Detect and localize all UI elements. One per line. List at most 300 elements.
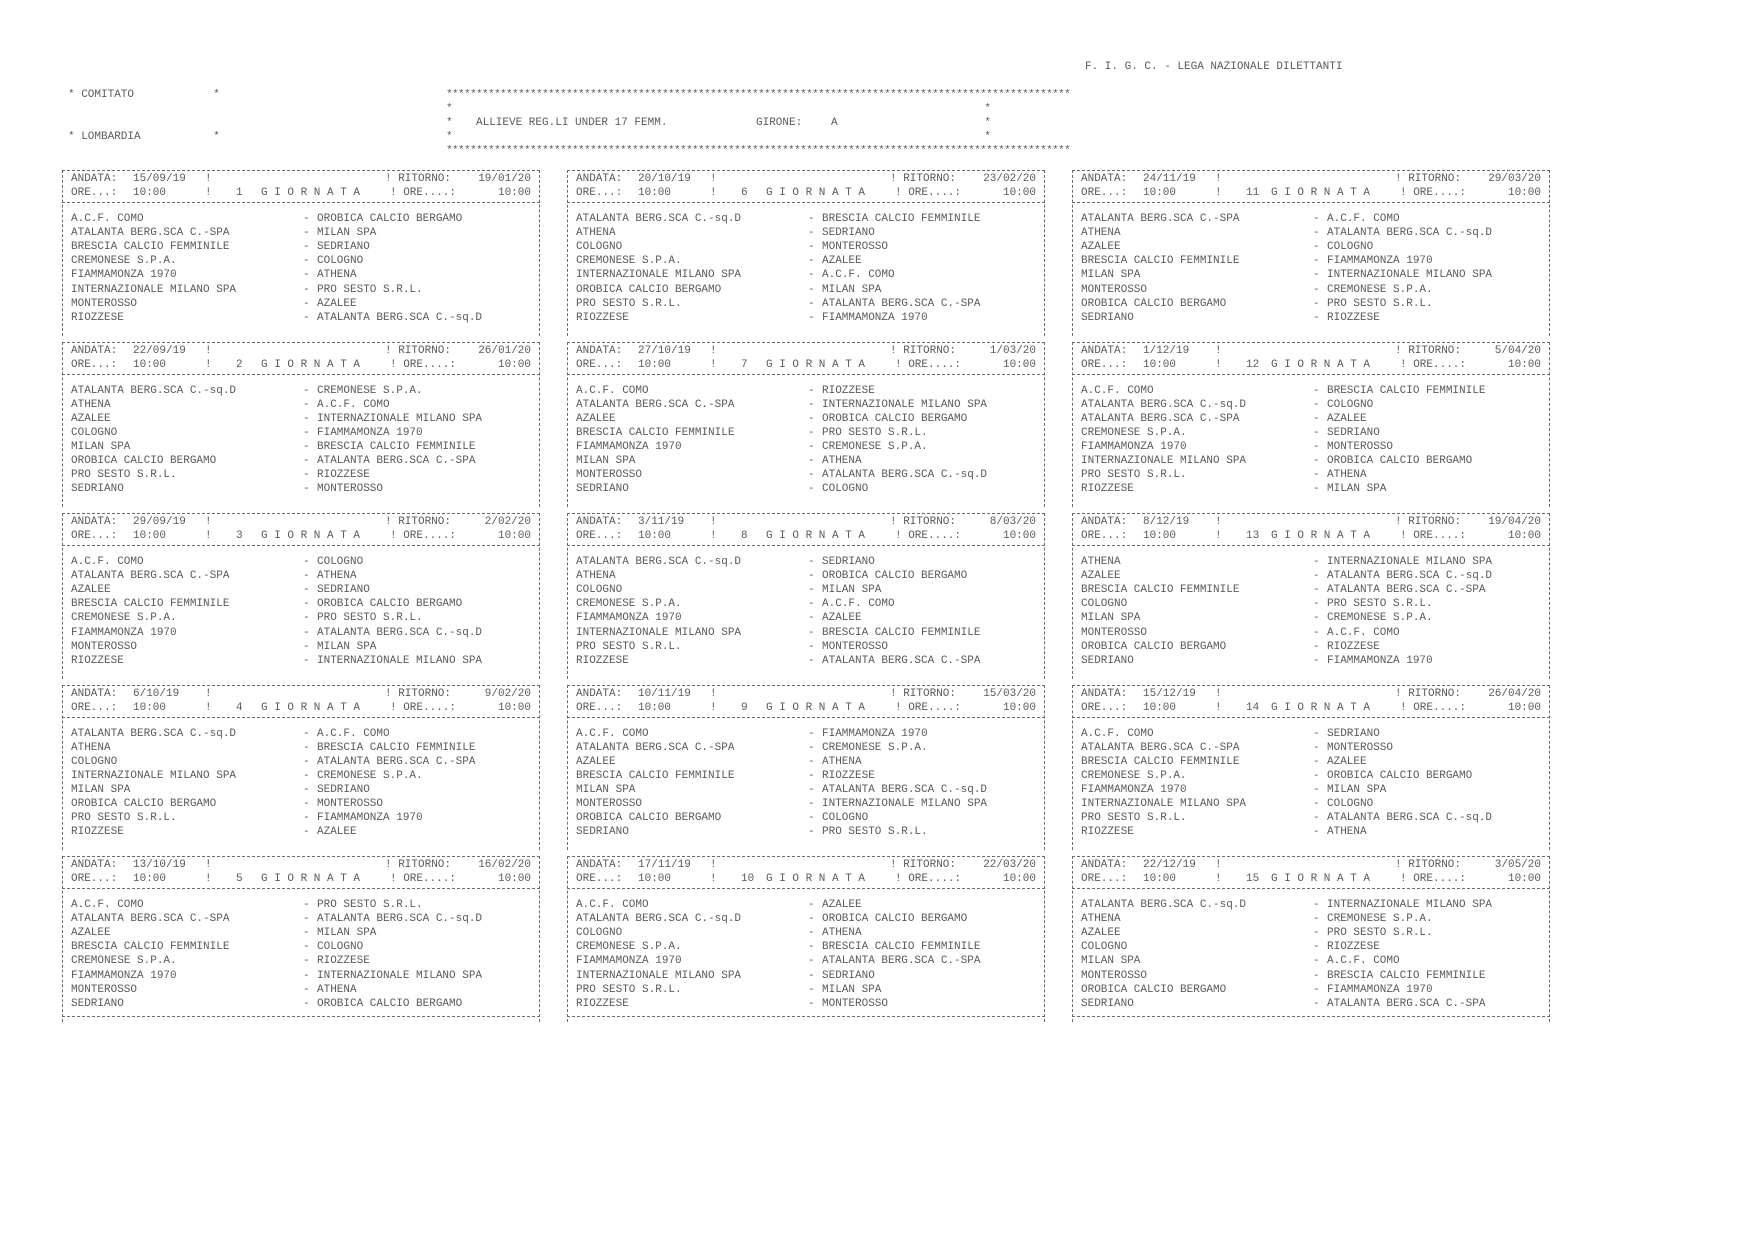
home-team: CREMONESE S.P.A. bbox=[1081, 769, 1187, 782]
home-team: ATHENA bbox=[1081, 913, 1121, 926]
round-title: ORE...: 10:00 ! 7 G I O R N A T A ! ORE....: 10:00 bbox=[576, 358, 1036, 371]
ore-label: ORE...: bbox=[576, 873, 623, 885]
away-team: CREMONESE S.P.A. bbox=[317, 384, 423, 397]
match-row: INTERNAZIONALE MILANO SPA - BRESCIA CALCIO FEMMINILE bbox=[576, 626, 981, 639]
home-team: CREMONESE S.P.A. bbox=[71, 612, 177, 625]
home-team: MONTEROSSO bbox=[576, 469, 643, 482]
home-team: FIAMMAMONZA 1970 bbox=[576, 612, 682, 625]
andata-label: ANDATA: bbox=[576, 344, 623, 357]
home-team: ATHENA bbox=[1081, 556, 1121, 568]
round-title: ORE...: 10:00 ! 4 G I O R N A T A ! ORE....: 10:00 bbox=[71, 701, 531, 714]
away-team: ATHENA bbox=[317, 983, 357, 996]
away-team: PRO SESTO S.R.L. bbox=[317, 283, 423, 296]
match-row: MILAN SPA - SEDRIANO bbox=[71, 783, 370, 796]
banner-top-border: ******************************************************************************************************** bbox=[446, 89, 1071, 101]
home-team: CREMONESE S.P.A. bbox=[71, 255, 177, 268]
match-row: BRESCIA CALCIO FEMMINILE - OROBICA CALCIO BERGAMO bbox=[71, 598, 463, 611]
ore-time-ritorno: 10:00 bbox=[497, 358, 531, 371]
ore-time: 10:00 bbox=[133, 358, 167, 371]
round-block bbox=[567, 336, 1045, 508]
home-team: MONTEROSSO bbox=[1081, 626, 1148, 639]
home-team: AZALEE bbox=[71, 927, 111, 940]
away-team: FIAMMAMONZA 1970 bbox=[822, 311, 928, 324]
ritorno-date: 23/02/20 bbox=[983, 173, 1036, 185]
away-team: CREMONESE S.P.A. bbox=[317, 769, 423, 782]
andata-date: 24/11/19 bbox=[1143, 173, 1196, 185]
match-row: MONTEROSSO - MILAN SPA bbox=[71, 640, 377, 653]
andata-label: ANDATA: bbox=[576, 516, 623, 528]
round-dates: ANDATA: 27/10/19 ! ! RITORNO: 1/03/20 bbox=[576, 344, 1036, 357]
away-team: COLOGNO bbox=[822, 483, 869, 496]
match-row: RIOZZESE - ATALANTA BERG.SCA C.-SPA bbox=[576, 654, 981, 667]
round-title: ORE...: 10:00 ! 10 G I O R N A T A ! ORE....: 10:00 bbox=[576, 873, 1036, 885]
away-team: MILAN SPA bbox=[822, 283, 882, 296]
away-team: FIAMMAMONZA 1970 bbox=[317, 812, 423, 825]
away-team: MILAN SPA bbox=[1327, 783, 1387, 796]
home-team: ATHENA bbox=[576, 570, 616, 583]
match-row: MILAN SPA - ATALANTA BERG.SCA C.-sq.D bbox=[576, 783, 988, 796]
home-team: AZALEE bbox=[576, 412, 616, 425]
ore-label: ORE...: bbox=[576, 701, 623, 714]
match-row: COLOGNO - FIAMMAMONZA 1970 bbox=[71, 426, 423, 439]
away-team: AZALEE bbox=[1327, 755, 1367, 768]
round-top-border bbox=[1072, 513, 1550, 514]
match-row: SEDRIANO - RIOZZESE bbox=[1081, 311, 1380, 324]
home-team: ATALANTA BERG.SCA C.-SPA bbox=[71, 227, 230, 240]
round-dates: ANDATA: 29/09/19 ! ! RITORNO: 2/02/20 bbox=[71, 516, 531, 528]
home-team: PRO SESTO S.R.L. bbox=[576, 297, 682, 310]
ore-time: 10:00 bbox=[638, 187, 672, 199]
match-row: MONTEROSSO - INTERNAZIONALE MILANO SPA bbox=[576, 798, 988, 810]
ore-time: 10:00 bbox=[638, 701, 672, 714]
ritorno-label: ! RITORNO: bbox=[1395, 344, 1462, 357]
match-row: ATALANTA BERG.SCA C.-SPA - ATHENA bbox=[71, 570, 357, 583]
away-team: INTERNAZIONALE MILANO SPA bbox=[1327, 899, 1493, 911]
match-row: ATALANTA BERG.SCA C.-SPA - ATALANTA BERG.SCA C.-sq.D bbox=[71, 913, 483, 926]
ore-time-ritorno: 10:00 bbox=[497, 187, 531, 199]
home-team: AZALEE bbox=[576, 755, 616, 768]
match-row: A.C.F. COMO - BRESCIA CALCIO FEMMINILE bbox=[1081, 384, 1486, 397]
match-row: OROBICA CALCIO BERGAMO - PRO SESTO S.R.L. bbox=[1081, 297, 1433, 310]
match-row: A.C.F. COMO - PRO SESTO S.R.L. bbox=[71, 899, 423, 911]
ore-label-ritorno: ! ORE....: bbox=[895, 187, 962, 199]
ritorno-date: 22/03/20 bbox=[983, 859, 1036, 871]
away-team: OROBICA CALCIO BERGAMO bbox=[1327, 455, 1473, 467]
home-team: MONTEROSSO bbox=[576, 798, 643, 810]
home-team: BRESCIA CALCIO FEMMINILE bbox=[1081, 755, 1240, 768]
away-team: A.C.F. COMO bbox=[317, 727, 390, 740]
home-team: AZALEE bbox=[1081, 570, 1121, 583]
giornata-label: G I O R N A T A bbox=[261, 358, 361, 371]
andata-date: 1/12/19 bbox=[1143, 344, 1190, 357]
home-team: MILAN SPA bbox=[1081, 955, 1141, 968]
round-title: ORE...: 10:00 ! 5 G I O R N A T A ! ORE....: 10:00 bbox=[71, 873, 531, 885]
match-row: ATALANTA BERG.SCA C.-sq.D - COLOGNO bbox=[1081, 398, 1374, 411]
match-row: MONTEROSSO - ATALANTA BERG.SCA C.-sq.D bbox=[576, 469, 988, 482]
ritorno-label: ! RITORNO: bbox=[385, 687, 452, 700]
ore-time-ritorno: 10:00 bbox=[1507, 530, 1541, 542]
home-team: INTERNAZIONALE MILANO SPA bbox=[1081, 798, 1247, 810]
away-team: OROBICA CALCIO BERGAMO bbox=[317, 598, 463, 611]
round-title: ORE...: 10:00 ! 8 G I O R N A T A ! ORE....: 10:00 bbox=[576, 530, 1036, 542]
banner-bottom-border: ******************************************************************************************************** bbox=[446, 145, 1071, 157]
home-team: ATALANTA BERG.SCA C.-SPA bbox=[1081, 412, 1240, 425]
round-number: 14 bbox=[1246, 701, 1260, 714]
giornata-label: G I O R N A T A bbox=[261, 701, 361, 714]
away-team: CREMONESE S.P.A. bbox=[822, 741, 928, 754]
match-row: ATHENA - INTERNAZIONALE MILANO SPA bbox=[1081, 556, 1493, 568]
home-team: ATHENA bbox=[576, 227, 616, 240]
away-team: A.C.F. COMO bbox=[822, 598, 895, 611]
andata-label: ANDATA: bbox=[1081, 344, 1128, 357]
comitato-line: * COMITATO * bbox=[68, 89, 220, 101]
round-top-border bbox=[1072, 170, 1550, 171]
away-team: BRESCIA CALCIO FEMMINILE bbox=[822, 213, 981, 225]
away-team: OROBICA CALCIO BERGAMO bbox=[822, 570, 968, 583]
round-dates: ANDATA: 3/11/19 ! ! RITORNO: 8/03/20 bbox=[576, 516, 1036, 528]
home-team: MILAN SPA bbox=[71, 440, 131, 453]
ore-label-ritorno: ! ORE....: bbox=[895, 873, 962, 885]
match-row: INTERNAZIONALE MILANO SPA - SEDRIANO bbox=[576, 969, 875, 982]
home-team: MILAN SPA bbox=[576, 783, 636, 796]
away-team: SEDRIANO bbox=[1327, 426, 1380, 439]
andata-date: 8/12/19 bbox=[1143, 516, 1190, 528]
home-team: COLOGNO bbox=[71, 755, 118, 768]
category-banner: ******************************************************************************************************** * * * ALLIEVE REG.LI UNDER 17 FEMM. GIRONE: A * * * ******************************************************************************************************** bbox=[446, 89, 1071, 157]
home-team: AZALEE bbox=[1081, 927, 1121, 940]
match-row: RIOZZESE - ATHENA bbox=[1081, 826, 1367, 839]
round-number: 5 bbox=[236, 873, 243, 885]
match-row: AZALEE - OROBICA CALCIO BERGAMO bbox=[576, 412, 968, 425]
ore-time-ritorno: 10:00 bbox=[497, 701, 531, 714]
away-team: ATHENA bbox=[822, 755, 862, 768]
round-number: 4 bbox=[236, 701, 243, 714]
away-team: RIOZZESE bbox=[317, 955, 370, 968]
ore-label: ORE...: bbox=[576, 187, 623, 199]
match-row: FIAMMAMONZA 1970 - INTERNAZIONALE MILANO SPA bbox=[71, 969, 483, 982]
match-row: PRO SESTO S.R.L. - MILAN SPA bbox=[576, 983, 882, 996]
ore-time-ritorno: 10:00 bbox=[1507, 873, 1541, 885]
away-team: FIAMMAMONZA 1970 bbox=[1327, 255, 1433, 268]
away-team: A.C.F. COMO bbox=[822, 269, 895, 282]
ritorno-date: 26/04/20 bbox=[1488, 687, 1541, 700]
round-number: 11 bbox=[1246, 187, 1260, 199]
round-title: ORE...: 10:00 ! 11 G I O R N A T A ! ORE....: 10:00 bbox=[1081, 187, 1541, 199]
match-row: ATALANTA BERG.SCA C.-sq.D - OROBICA CALCIO BERGAMO bbox=[576, 913, 968, 926]
match-row: MILAN SPA - BRESCIA CALCIO FEMMINILE bbox=[71, 440, 476, 453]
home-team: INTERNAZIONALE MILANO SPA bbox=[1081, 455, 1247, 467]
away-team: PRO SESTO S.R.L. bbox=[822, 826, 928, 839]
match-row: CREMONESE S.P.A. - PRO SESTO S.R.L. bbox=[71, 612, 423, 625]
away-team: SEDRIANO bbox=[1327, 727, 1380, 740]
schedule-column-3 bbox=[1072, 164, 1550, 1022]
away-team: FIAMMAMONZA 1970 bbox=[1327, 654, 1433, 667]
match-row: INTERNAZIONALE MILANO SPA - COLOGNO bbox=[1081, 798, 1374, 810]
ore-label: ORE...: bbox=[1081, 358, 1128, 371]
round-block bbox=[1072, 164, 1550, 336]
round-block bbox=[1072, 679, 1550, 851]
away-team: MILAN SPA bbox=[822, 983, 882, 996]
home-team: OROBICA CALCIO BERGAMO bbox=[71, 798, 217, 810]
match-row: SEDRIANO - MONTEROSSO bbox=[71, 483, 384, 496]
giornata-label: G I O R N A T A bbox=[1271, 358, 1371, 371]
round-block bbox=[62, 507, 540, 679]
giornata-label: G I O R N A T A bbox=[766, 873, 866, 885]
home-team: CREMONESE S.P.A. bbox=[71, 955, 177, 968]
round-header-divider bbox=[62, 545, 540, 546]
away-team: ATALANTA BERG.SCA C.-SPA bbox=[317, 455, 476, 467]
match-row: INTERNAZIONALE MILANO SPA - PRO SESTO S.R.L. bbox=[71, 283, 423, 296]
ore-label-ritorno: ! ORE....: bbox=[1400, 358, 1467, 371]
away-team: MONTEROSSO bbox=[1327, 741, 1394, 754]
home-team: CREMONESE S.P.A. bbox=[1081, 426, 1187, 439]
match-row: A.C.F. COMO - FIAMMAMONZA 1970 bbox=[576, 727, 928, 740]
andata-label: ANDATA: bbox=[71, 516, 118, 528]
match-row: AZALEE - SEDRIANO bbox=[71, 584, 370, 597]
away-team: MILAN SPA bbox=[317, 927, 377, 940]
match-row: PRO SESTO S.R.L. - ATHENA bbox=[1081, 469, 1367, 482]
home-team: MONTEROSSO bbox=[71, 297, 138, 310]
ritorno-date: 8/03/20 bbox=[989, 516, 1036, 528]
away-team: SEDRIANO bbox=[822, 556, 875, 568]
giornata-label: G I O R N A T A bbox=[261, 187, 361, 199]
match-row: A.C.F. COMO - AZALEE bbox=[576, 899, 862, 911]
match-row: PRO SESTO S.R.L. - FIAMMAMONZA 1970 bbox=[71, 812, 423, 825]
comitato-header bbox=[68, 60, 220, 158]
away-team: COLOGNO bbox=[1327, 398, 1374, 411]
away-team: PRO SESTO S.R.L. bbox=[1327, 297, 1433, 310]
ore-time: 10:00 bbox=[1143, 187, 1177, 199]
home-team: A.C.F. COMO bbox=[576, 384, 649, 397]
match-row: ATALANTA BERG.SCA C.-sq.D - SEDRIANO bbox=[576, 556, 875, 568]
home-team: ATALANTA BERG.SCA C.-sq.D bbox=[576, 556, 742, 568]
ritorno-date: 29/03/20 bbox=[1488, 173, 1541, 185]
away-team: INTERNAZIONALE MILANO SPA bbox=[1327, 556, 1493, 568]
ore-time: 10:00 bbox=[1143, 873, 1177, 885]
round-top-border bbox=[62, 856, 540, 857]
away-team: MONTEROSSO bbox=[822, 640, 889, 653]
round-dates: ANDATA: 10/11/19 ! ! RITORNO: 15/03/20 bbox=[576, 687, 1036, 700]
match-row: ATHENA - BRESCIA CALCIO FEMMINILE bbox=[71, 741, 476, 754]
match-row: ATALANTA BERG.SCA C.-SPA - MONTEROSSO bbox=[1081, 741, 1394, 754]
home-team: PRO SESTO S.R.L. bbox=[71, 812, 177, 825]
home-team: ATALANTA BERG.SCA C.-sq.D bbox=[576, 213, 742, 225]
home-team: BRESCIA CALCIO FEMMINILE bbox=[71, 598, 230, 611]
round-top-border bbox=[62, 513, 540, 514]
match-row: BRESCIA CALCIO FEMMINILE - SEDRIANO bbox=[71, 241, 370, 254]
ritorno-label: ! RITORNO: bbox=[385, 173, 452, 185]
home-team: SEDRIANO bbox=[1081, 311, 1134, 324]
ore-time: 10:00 bbox=[133, 530, 167, 542]
home-team: FIAMMAMONZA 1970 bbox=[576, 440, 682, 453]
away-team: PRO SESTO S.R.L. bbox=[317, 612, 423, 625]
round-number: 8 bbox=[741, 530, 748, 542]
away-team: OROBICA CALCIO BERGAMO bbox=[1327, 769, 1473, 782]
home-team: PRO SESTO S.R.L. bbox=[1081, 469, 1187, 482]
away-team: RIOZZESE bbox=[1327, 941, 1380, 954]
ritorno-label: ! RITORNO: bbox=[890, 344, 957, 357]
match-row: ATALANTA BERG.SCA C.-sq.D - CREMONESE S.P.A. bbox=[71, 384, 423, 397]
home-team: RIOZZESE bbox=[71, 654, 124, 667]
home-team: COLOGNO bbox=[71, 426, 118, 439]
match-row: ATALANTA BERG.SCA C.-SPA - A.C.F. COMO bbox=[1081, 213, 1400, 225]
ritorno-label: ! RITORNO: bbox=[385, 859, 452, 871]
round-dates: ANDATA: 8/12/19 ! ! RITORNO: 19/04/20 bbox=[1081, 516, 1541, 528]
away-team: FIAMMAMONZA 1970 bbox=[1327, 983, 1433, 996]
home-team: RIOZZESE bbox=[1081, 826, 1134, 839]
match-row: CREMONESE S.P.A. - RIOZZESE bbox=[71, 955, 370, 968]
andata-label: ANDATA: bbox=[71, 687, 118, 700]
away-team: ATALANTA BERG.SCA C.-SPA bbox=[1327, 584, 1486, 597]
away-team: ATALANTA BERG.SCA C.-sq.D bbox=[822, 469, 988, 482]
home-team: BRESCIA CALCIO FEMMINILE bbox=[71, 941, 230, 954]
home-team: ATALANTA BERG.SCA C.-SPA bbox=[576, 398, 735, 411]
round-top-border bbox=[1072, 342, 1550, 343]
away-team: MONTEROSSO bbox=[317, 798, 384, 810]
andata-date: 22/09/19 bbox=[133, 344, 186, 357]
round-header-divider bbox=[1072, 545, 1550, 546]
round-block bbox=[567, 164, 1045, 336]
away-team: SEDRIANO bbox=[317, 584, 370, 597]
away-team: ATALANTA BERG.SCA C.-sq.D bbox=[1327, 812, 1493, 825]
match-row: A.C.F. COMO - COLOGNO bbox=[71, 556, 364, 568]
away-team: RIOZZESE bbox=[822, 769, 875, 782]
round-top-border bbox=[1072, 685, 1550, 686]
away-team: COLOGNO bbox=[1327, 241, 1374, 254]
home-team: ATALANTA BERG.SCA C.-sq.D bbox=[71, 727, 237, 740]
round-header-divider bbox=[62, 202, 540, 203]
match-row: MONTEROSSO - ATHENA bbox=[71, 983, 357, 996]
home-team: AZALEE bbox=[71, 412, 111, 425]
away-team: MILAN SPA bbox=[317, 227, 377, 240]
away-team: MILAN SPA bbox=[317, 640, 377, 653]
away-team: ATALANTA BERG.SCA C.-SPA bbox=[822, 297, 981, 310]
away-team: BRESCIA CALCIO FEMMINILE bbox=[822, 626, 981, 639]
match-row: PRO SESTO S.R.L. - ATALANTA BERG.SCA C.-sq.D bbox=[1081, 812, 1493, 825]
away-team: ATALANTA BERG.SCA C.-sq.D bbox=[317, 311, 483, 324]
giornata-label: G I O R N A T A bbox=[766, 701, 866, 714]
match-row: ATALANTA BERG.SCA C.-sq.D - INTERNAZIONALE MILANO SPA bbox=[1081, 899, 1493, 911]
ritorno-date: 5/04/20 bbox=[1494, 344, 1541, 357]
away-team: COLOGNO bbox=[317, 255, 364, 268]
ritorno-date: 9/02/20 bbox=[484, 687, 531, 700]
away-team: COLOGNO bbox=[317, 556, 364, 568]
ritorno-label: ! RITORNO: bbox=[385, 516, 452, 528]
home-team: A.C.F. COMO bbox=[71, 899, 144, 911]
giornata-label: G I O R N A T A bbox=[1271, 530, 1371, 542]
home-team: ATHENA bbox=[1081, 227, 1121, 240]
home-team: RIOZZESE bbox=[71, 826, 124, 839]
andata-date: 22/12/19 bbox=[1143, 859, 1196, 871]
ore-label-ritorno: ! ORE....: bbox=[390, 530, 457, 542]
match-row: MONTEROSSO - BRESCIA CALCIO FEMMINILE bbox=[1081, 969, 1486, 982]
round-block bbox=[567, 850, 1045, 1022]
ore-label: ORE...: bbox=[71, 358, 118, 371]
home-team: RIOZZESE bbox=[576, 997, 629, 1010]
girone-value: A bbox=[831, 117, 838, 129]
away-team: ATALANTA BERG.SCA C.-sq.D bbox=[822, 783, 988, 796]
round-dates: ANDATA: 15/09/19 ! ! RITORNO: 19/01/20 bbox=[71, 173, 531, 185]
ore-label-ritorno: ! ORE....: bbox=[1400, 530, 1467, 542]
away-team: INTERNAZIONALE MILANO SPA bbox=[317, 969, 483, 982]
away-team: ATALANTA BERG.SCA C.-SPA bbox=[317, 755, 476, 768]
round-header-divider bbox=[1072, 717, 1550, 718]
away-team: BRESCIA CALCIO FEMMINILE bbox=[317, 741, 476, 754]
home-team: OROBICA CALCIO BERGAMO bbox=[71, 455, 217, 467]
match-row: PRO SESTO S.R.L. - MONTEROSSO bbox=[576, 640, 889, 653]
away-team: INTERNAZIONALE MILANO SPA bbox=[317, 412, 483, 425]
away-team: RIOZZESE bbox=[1327, 311, 1380, 324]
andata-label: ANDATA: bbox=[71, 344, 118, 357]
andata-label: ANDATA: bbox=[71, 173, 118, 185]
schedule-column-1 bbox=[62, 164, 540, 1022]
round-title: ORE...: 10:00 ! 6 G I O R N A T A ! ORE....: 10:00 bbox=[576, 187, 1036, 199]
away-team: AZALEE bbox=[317, 826, 357, 839]
andata-date: 27/10/19 bbox=[638, 344, 691, 357]
ore-label-ritorno: ! ORE....: bbox=[390, 701, 457, 714]
round-dates: ANDATA: 22/09/19 ! ! RITORNO: 26/01/20 bbox=[71, 344, 531, 357]
away-team: FIAMMAMONZA 1970 bbox=[317, 426, 423, 439]
match-row: PRO SESTO S.R.L. - ATALANTA BERG.SCA C.-SPA bbox=[576, 297, 981, 310]
home-team: SEDRIANO bbox=[576, 826, 629, 839]
away-team: RIOZZESE bbox=[822, 384, 875, 397]
round-title: ORE...: 10:00 ! 3 G I O R N A T A ! ORE....: 10:00 bbox=[71, 530, 531, 542]
away-team: PRO SESTO S.R.L. bbox=[1327, 598, 1433, 611]
ore-label: ORE...: bbox=[1081, 187, 1128, 199]
home-team: BRESCIA CALCIO FEMMINILE bbox=[1081, 584, 1240, 597]
home-team: INTERNAZIONALE MILANO SPA bbox=[576, 626, 742, 639]
round-number: 10 bbox=[741, 873, 755, 885]
away-team: A.C.F. COMO bbox=[1327, 213, 1400, 225]
home-team: MONTEROSSO bbox=[1081, 969, 1148, 982]
home-team: FIAMMAMONZA 1970 bbox=[71, 269, 177, 282]
away-team: CREMONESE S.P.A. bbox=[822, 440, 928, 453]
ore-time-ritorno: 10:00 bbox=[1507, 187, 1541, 199]
away-team: OROBICA CALCIO BERGAMO bbox=[822, 913, 968, 926]
match-row: COLOGNO - MONTEROSSO bbox=[576, 241, 889, 254]
away-team: PRO SESTO S.R.L. bbox=[1327, 927, 1433, 940]
round-header-divider bbox=[62, 717, 540, 718]
ore-time-ritorno: 10:00 bbox=[1507, 701, 1541, 714]
round-title: ORE...: 10:00 ! 2 G I O R N A T A ! ORE....: 10:00 bbox=[71, 358, 531, 371]
away-team: ATHENA bbox=[1327, 469, 1367, 482]
match-row: MILAN SPA - CREMONESE S.P.A. bbox=[1081, 612, 1433, 625]
match-row: FIAMMAMONZA 1970 - ATHENA bbox=[71, 269, 357, 282]
home-team: PRO SESTO S.R.L. bbox=[1081, 812, 1187, 825]
ore-label: ORE...: bbox=[71, 187, 118, 199]
match-row: AZALEE - COLOGNO bbox=[1081, 241, 1374, 254]
match-row: BRESCIA CALCIO FEMMINILE - ATALANTA BERG.SCA C.-SPA bbox=[1081, 584, 1486, 597]
match-row: SEDRIANO - FIAMMAMONZA 1970 bbox=[1081, 654, 1433, 667]
round-header-divider bbox=[62, 374, 540, 375]
ore-label: ORE...: bbox=[71, 873, 118, 885]
girone-label: GIRONE: bbox=[756, 117, 803, 129]
round-number: 3 bbox=[236, 530, 243, 542]
away-team: AZALEE bbox=[822, 899, 862, 911]
match-row: MILAN SPA - A.C.F. COMO bbox=[1081, 955, 1400, 968]
home-team: COLOGNO bbox=[576, 927, 623, 940]
andata-label: ANDATA: bbox=[1081, 516, 1128, 528]
ritorno-label: ! RITORNO: bbox=[890, 859, 957, 871]
home-team: SEDRIANO bbox=[1081, 654, 1134, 667]
round-dates: ANDATA: 17/11/19 ! ! RITORNO: 22/03/20 bbox=[576, 859, 1036, 871]
away-team: MONTEROSSO bbox=[822, 241, 889, 254]
match-row: SEDRIANO - COLOGNO bbox=[576, 483, 869, 496]
ore-label: ORE...: bbox=[576, 530, 623, 542]
ore-time: 10:00 bbox=[133, 187, 167, 199]
home-team: OROBICA CALCIO BERGAMO bbox=[576, 812, 722, 825]
round-number: 2 bbox=[236, 358, 243, 371]
